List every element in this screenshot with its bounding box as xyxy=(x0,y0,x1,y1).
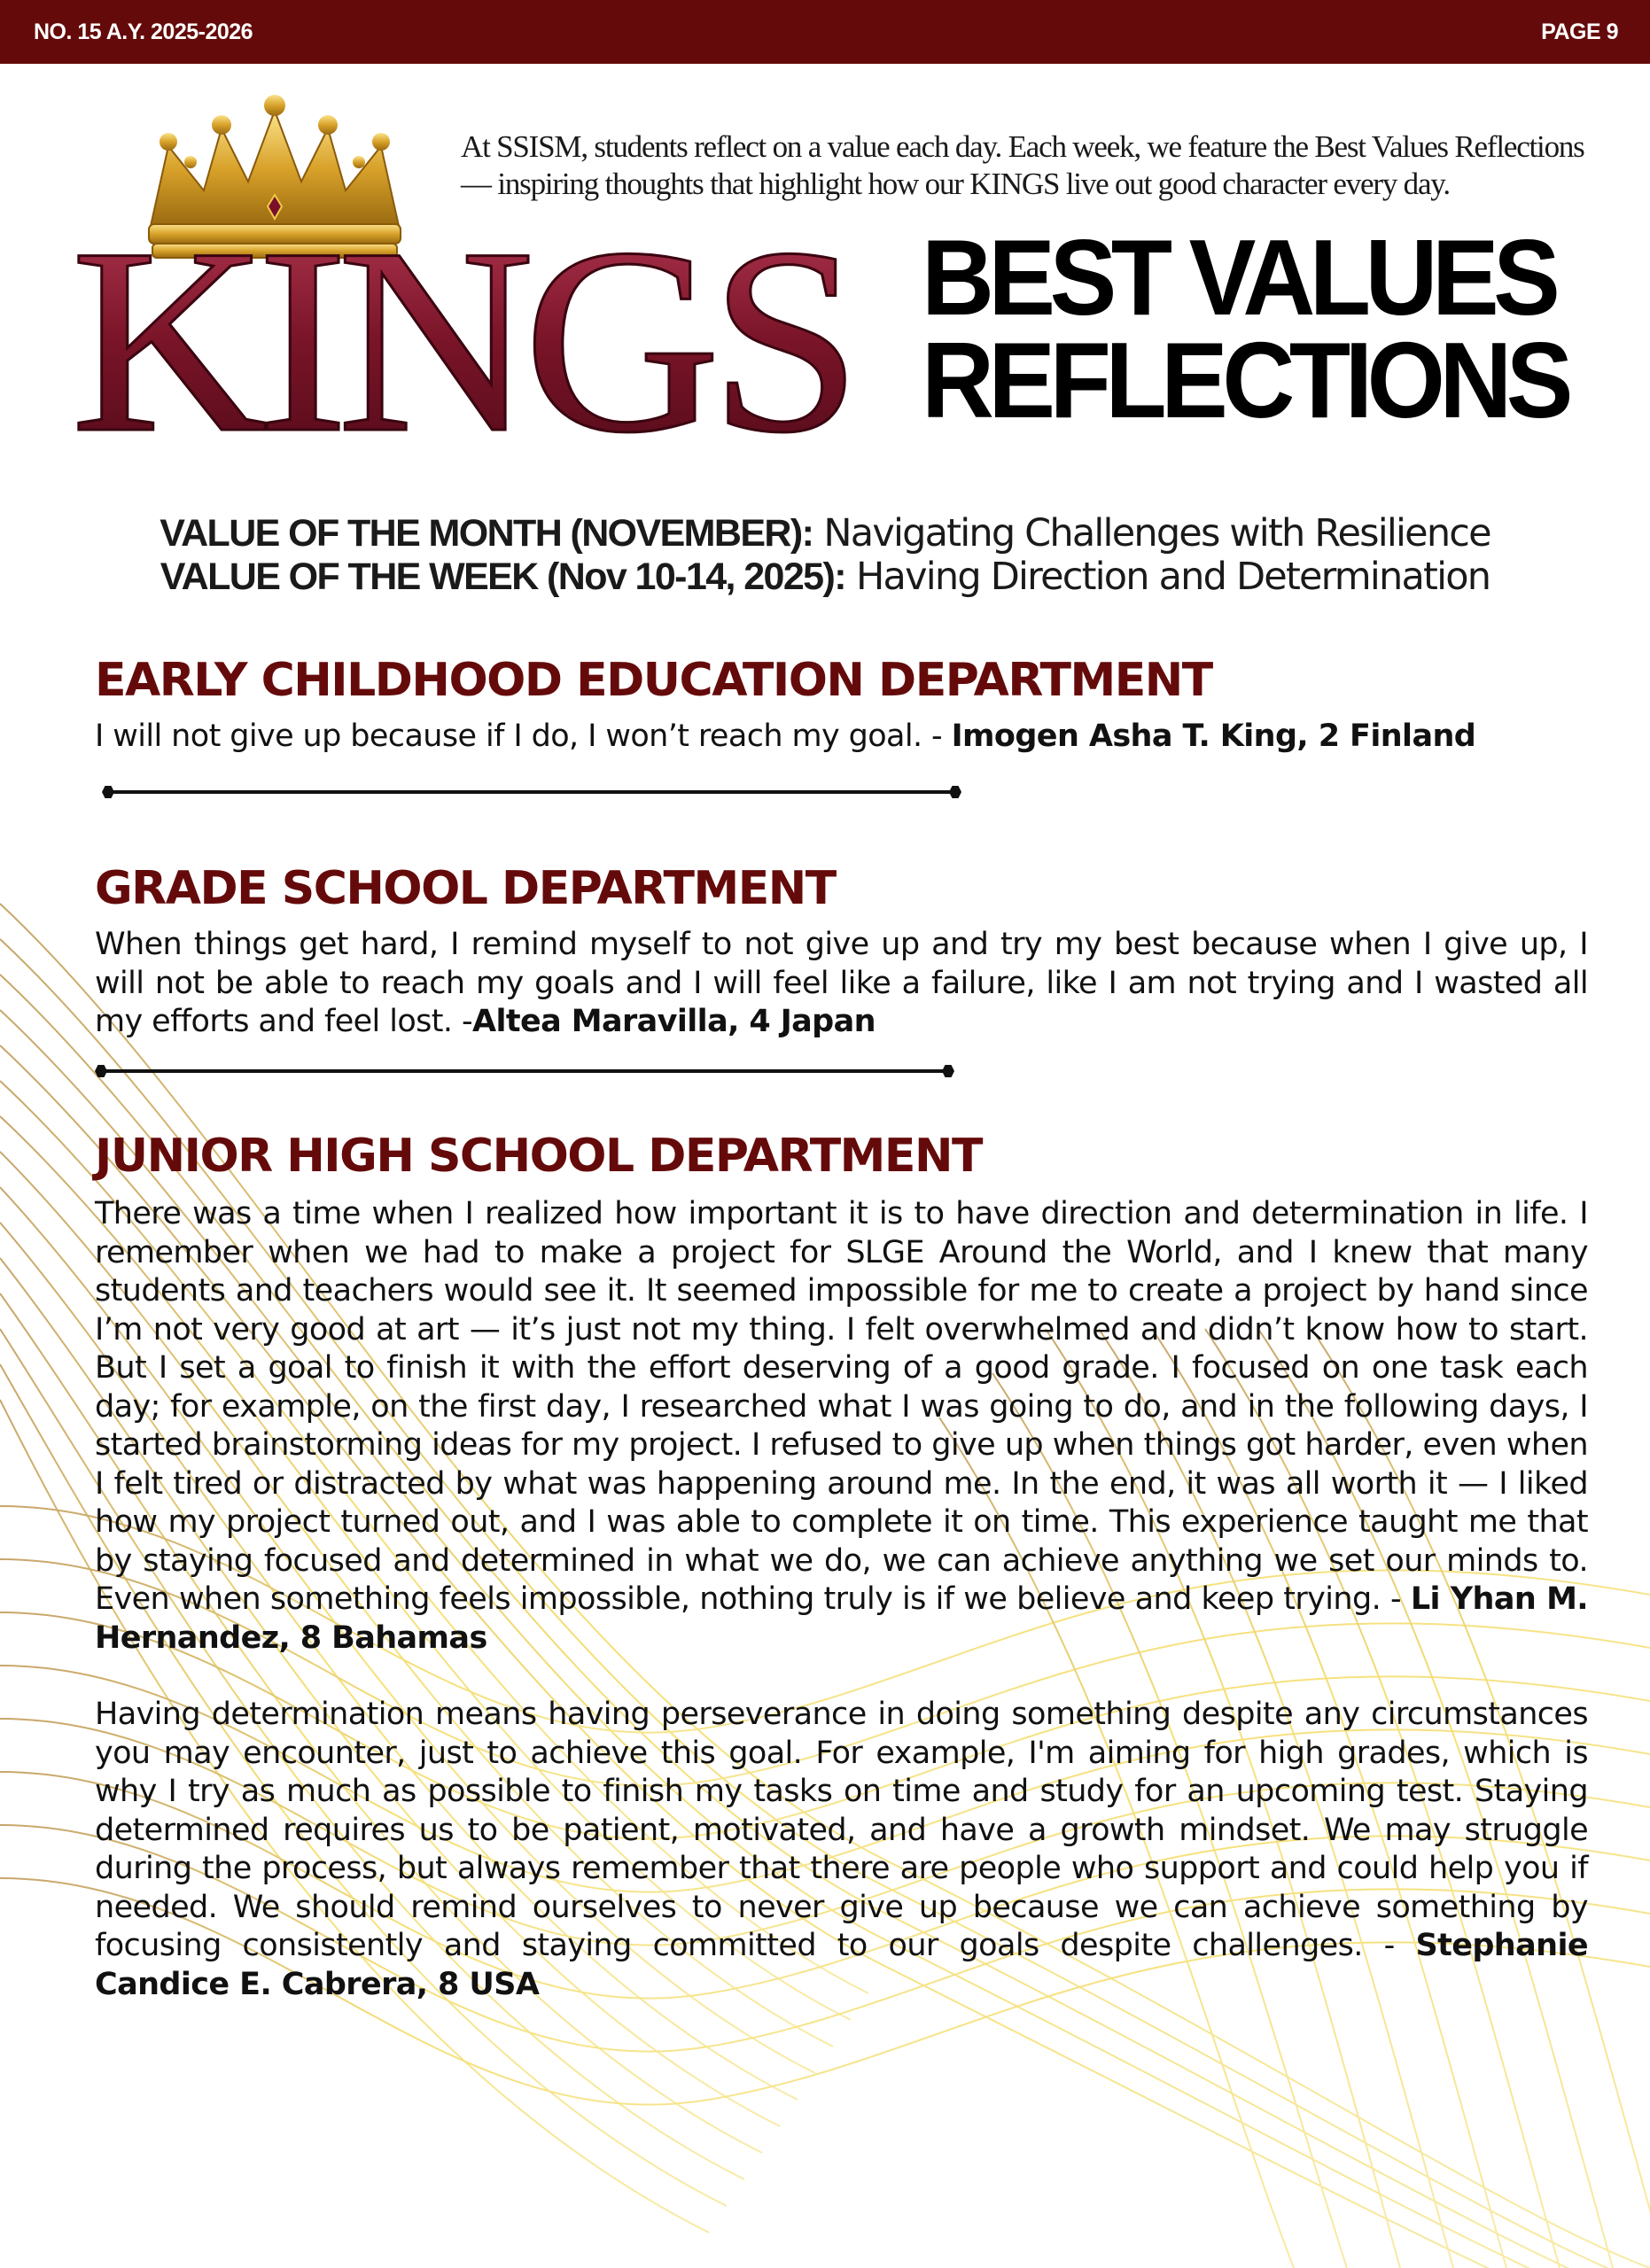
reflection-author: Stephanie Candice E. Cabrera, 8 USA xyxy=(95,1928,1588,2002)
value-of-month xyxy=(0,512,1650,555)
section-divider xyxy=(102,783,961,801)
section-grade-school xyxy=(95,862,1588,1042)
values-banner xyxy=(0,512,1650,599)
svg-text:KINGS: KINGS xyxy=(71,193,851,487)
value-of-week xyxy=(0,555,1650,599)
intro-text: At SSISM, students reflect on a value each day. Each week, we feature the Best Values Reflections — inspiring thoughts that highlight how our KINGS live out good character every day. xyxy=(461,129,1584,201)
section-divider xyxy=(95,1062,954,1080)
reflection xyxy=(95,1696,1588,2004)
section-junior-high xyxy=(95,1130,1588,2004)
title-line-2: REFLECTIONS xyxy=(922,320,1568,440)
reflection-author: Altea Maravilla, 4 Japan xyxy=(471,1004,876,1039)
issue-number: NO. 15 A.Y. 2025-2026 xyxy=(34,19,253,44)
value-of-week-value: Having Direction and Determination xyxy=(856,555,1490,599)
reflection-text: I will not give up because if I do, I won’t reach my goal. - xyxy=(95,718,952,754)
section-heading: GRADE SCHOOL DEPARTMENT xyxy=(95,862,836,915)
value-of-week-label: VALUE OF THE WEEK (Nov 10-14, 2025): xyxy=(160,555,845,598)
reflection-text: There was a time when I realized how important it is to have direction and determination in life. I remember when we had to make a project for SLGE Around the World, and I knew that many students and teachers would see it. It seemed impossible for me to create a project by hand since I’m not very good at art — it’s just not my thing. I felt overwhelmed and didn’t know how to start. But I set a goal to finish it with the effort deserving of a good grade. I focused on one task each day; for example, on the first day, I researched what I was going to do, and in the following days, I started brainstorming ideas for my project. I refused to give up when things got harder, even when I felt tired or distracted by what was happening around me. In the end, it was all worth it — I liked how my project turned out, and I was able to complete it on time. This experience taught me that by staying focused and determined in what we do, we can achieve anything we set our minds to. Even when something feels impossible, nothing truly is if we believe and keep trying. - xyxy=(95,1196,1588,1617)
reflection-text: Having determination means having perseverance in doing something despite any circumstances you may encounter, just to achieve this goal. For example, I'm aiming for high grades, which is why I try as much as possible to finish my tasks on time and study for an upcoming test. Staying determined requires us to be patient, motivated, and have a growth mindset. We may struggle during the process, but always remember that there are people who support and could help you if needed. We should remind ourselves to never give up because we can achieve something by focusing consistently and staying committed to our goals despite challenges. - xyxy=(95,1697,1588,1963)
reflection xyxy=(95,1195,1588,1658)
reflection-author: Li Yhan M. Hernandez, 8 Bahamas xyxy=(95,1581,1588,1656)
reflection-author: Imogen Asha T. King, 2 Finland xyxy=(951,718,1476,754)
reflection xyxy=(95,718,1588,757)
reflection-text: When things get hard, I remind myself to not give up and try my best because when I give up, I will not be able to reach my goals and I will feel like a failure, like I am not trying and I wasted all my efforts and feel lost. - xyxy=(95,927,1588,1039)
section-heading: EARLY CHILDHOOD EDUCATION DEPARTMENT xyxy=(95,654,1212,707)
header-bar xyxy=(0,0,1650,64)
value-of-month-label: VALUE OF THE MONTH (NOVEMBER): xyxy=(160,512,813,555)
value-of-month-value: Navigating Challenges with Resilience xyxy=(823,511,1490,555)
page-title xyxy=(922,217,1581,440)
page-number: PAGE 9 xyxy=(1541,19,1618,44)
reflection xyxy=(95,926,1588,1042)
section-early-childhood xyxy=(95,654,1588,757)
section-heading: JUNIOR HIGH SCHOOL DEPARTMENT xyxy=(95,1130,982,1183)
title-line-1: BEST VALUES xyxy=(922,217,1555,338)
